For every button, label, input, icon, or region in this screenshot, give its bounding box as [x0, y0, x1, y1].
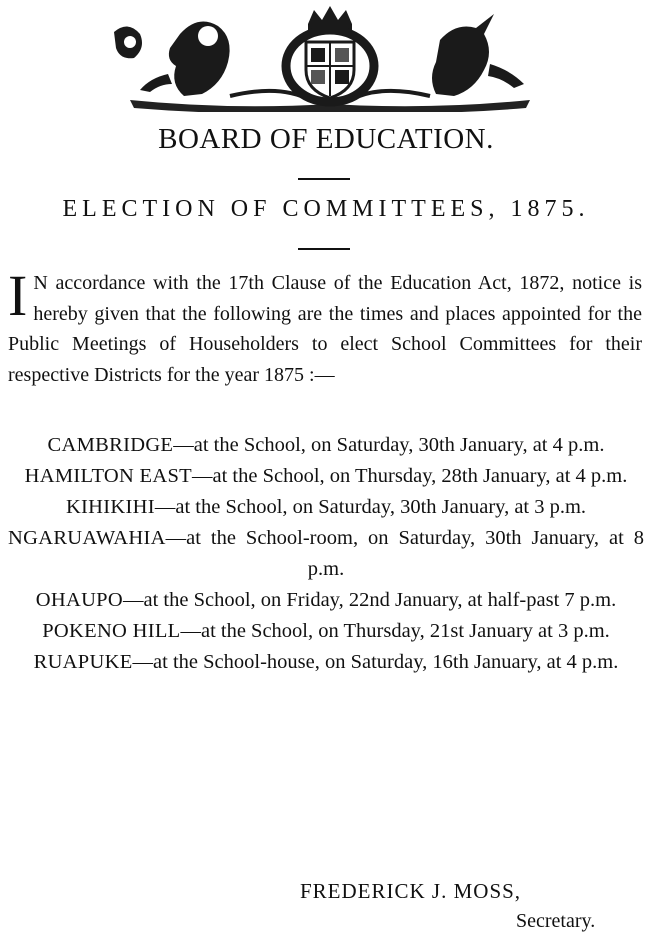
divider-rule: [298, 248, 350, 250]
drop-cap: I: [8, 263, 28, 328]
meeting-details: —at the School, on Thursday, 28th January, at 4 p.m.: [191, 465, 628, 487]
signature-name: FREDERICK J. MOSS,: [300, 879, 522, 903]
divider-rule: [298, 178, 350, 180]
meeting-place: NGARUAWAHIA: [8, 527, 166, 549]
meeting-details: —at the School, on Friday, 22nd January, at half-past 7 p.m.: [123, 588, 617, 611]
meeting-place: HAMILTON EAST: [24, 465, 192, 487]
meeting-details: —at the School, on Saturday, 30th January, at 3 p.m.: [154, 496, 587, 518]
meetings-list: [8, 430, 644, 678]
meeting-entry: [8, 585, 644, 616]
intro-paragraph: [8, 263, 642, 390]
meeting-place: OHAUPO: [35, 588, 123, 611]
meeting-place: POKENO HILL: [42, 619, 181, 642]
intro-text: N accordance with the 17th Clause of the Education Act, 1872, notice is hereby given that the following are the times and places appointed for the Public Meetings of Householders to elect School Committees for their respective Districts for the year 1875 :—: [8, 272, 642, 386]
meeting-entry: [8, 430, 644, 461]
meeting-entry: [8, 461, 644, 492]
meeting-place: RUAPUKE: [33, 650, 133, 673]
royal-coat-of-arms-icon: [110, 4, 550, 112]
meeting-entry: [8, 523, 644, 584]
board-title: BOARD OF EDUCATION.: [158, 123, 494, 155]
meeting-details: —at the School-room, on Saturday, 30th January, at 8 p.m.: [165, 527, 644, 580]
meeting-place: CAMBRIDGE: [47, 434, 174, 456]
election-heading: ELECTION OF COMMITTEES, 1875.: [62, 196, 590, 222]
meeting-details: —at the School, on Saturday, 30th January, at 4 p.m.: [173, 434, 605, 456]
meeting-details: —at the School, on Thursday, 21st January at 3 p.m.: [180, 619, 610, 642]
meeting-entry: [8, 492, 644, 523]
meeting-place: KIHIKIHI: [65, 496, 155, 518]
signature-title: Secretary.: [516, 910, 596, 932]
meeting-entry: [8, 616, 644, 647]
meeting-entry: [8, 647, 644, 678]
meeting-details: —at the School-house, on Saturday, 16th January, at 4 p.m.: [132, 650, 619, 673]
